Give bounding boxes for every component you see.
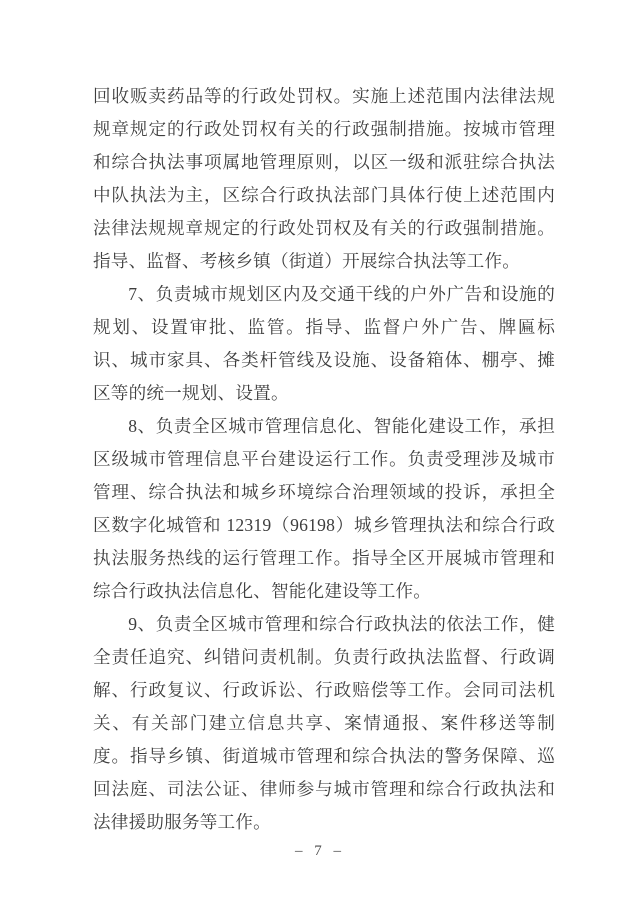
paragraph-item-9: 9、负责全区城市管理和综合行政执法的依法工作，健全责任追究、纠错问责机制。负责行政执法监督、行政调解、行政复议、行政诉讼、行政赔偿等工作。会同司法机关、有关部门建立信息共享、案情通报、案件移送等制度。指导乡镇、街道城市管理和综合执法的警务保障、巡回法庭、司法公证、律师参与城市管理和综合行政执法和法律援助服务等工作。: [93, 614, 555, 832]
page-number: – 7 –: [295, 843, 345, 859]
document-body-text: [93, 80, 555, 839]
paragraph-item-7: 7、负责城市规划区内及交通干线的户外广告和设施的规划、设置审批、监管。指导、监督户外广告、牌匾标识、城市家具、各类杆管线及设施、设备箱体、棚亭、摊区等的统一规划、设置。: [93, 284, 555, 403]
paragraph-continuation: 回收贩卖药品等的行政处罚权。实施上述范围内法律法规规章规定的行政处罚权有关的行政强制措施。按城市管理和综合执法事项属地管理原则，以区一级和派驻综合执法中队执法为主，区综合行政执法部门具体行使上述范围内法律法规规章规定的行政处罚权及有关的行政强制措施。指导、监督、考核乡镇（街道）开展综合执法等工作。: [93, 86, 555, 271]
paragraph-item-8: 8、负责全区城市管理信息化、智能化建设工作，承担区级城市管理信息平台建设运行工作。负责受理涉及城市管理、综合执法和城乡环境综合治理领域的投诉，承担全区数字化城管和 12319（96198）城乡管理执法和综合行政执法服务热线的运行管理工作。指导全区开展城市管理和综合行政执法信息化、智能化建设等工作。: [93, 416, 555, 601]
